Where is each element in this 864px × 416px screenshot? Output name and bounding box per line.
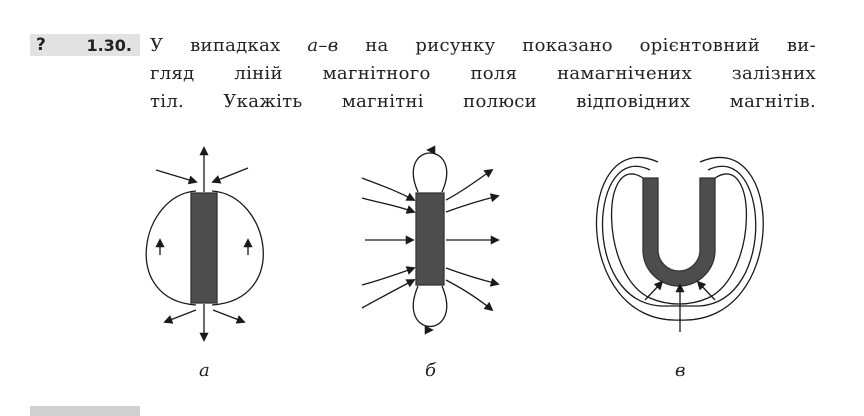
next-problem-badge-edge <box>30 406 140 416</box>
figure-range: а–в <box>307 35 339 56</box>
figure-a-label: а <box>199 360 210 381</box>
figure-a-bar-magnet <box>146 148 263 340</box>
figure-b-label: б <box>425 360 436 381</box>
problem-line-2: гляд ліній магнітного поля намагнічених залізних <box>150 63 816 84</box>
magnet-b <box>416 193 444 285</box>
problem-number: 1.30. <box>86 36 132 55</box>
figure-c-horseshoe-magnet <box>596 157 763 332</box>
magnet-a <box>191 193 217 303</box>
magnet-c <box>643 178 715 286</box>
figure-b-bar-magnet <box>362 150 498 330</box>
problem-line-1: У випадках а–в на рисунку показано орієнтовний ви- <box>150 35 816 56</box>
problem-line-3: тіл. Укажіть магнітні полюси відповідних магнітів. <box>150 91 816 112</box>
figure-c-label: в <box>675 360 686 381</box>
question-marker: ? <box>36 35 46 55</box>
